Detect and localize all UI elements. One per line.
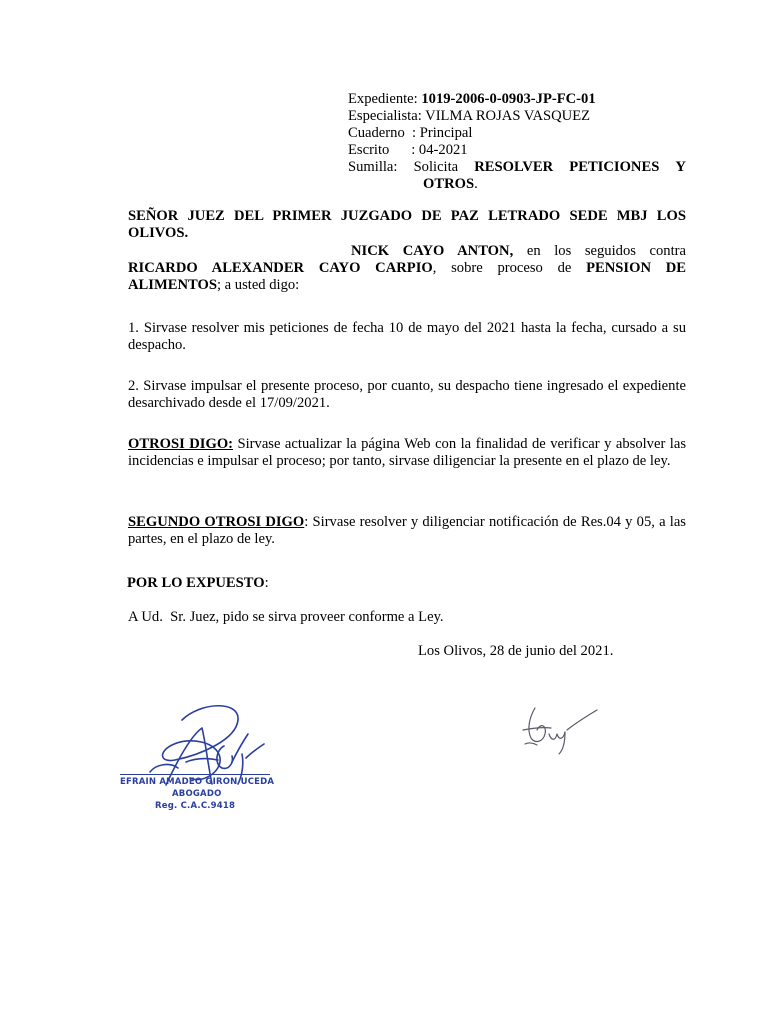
expediente-row [348,91,688,108]
sumilla-continuation [348,176,688,193]
lawyer-name: EFRAIN AMADEO GIRON UCEDA [120,777,275,787]
petitioner-name: NICK CAYO ANTON, [351,243,514,259]
addressee-text-1: SEÑOR JUEZ DEL PRIMER JUZGADO DE PAZ LETRADO SEDE MBJ LOS [128,208,686,224]
case-header [348,91,688,193]
escrito-row [348,142,688,159]
segundo-otrosi-text: : Sirvase resolver y diligenciar notificación de Res.04 y 05, a las partes, en el plazo de ley. [128,514,686,547]
sumilla-word-3: PETICIONES [569,159,660,175]
lawyer-signature-block [120,700,290,820]
por-lo-expuesto [127,575,685,592]
sumilla-word-2: RESOLVER [474,159,554,175]
cuaderno-row [348,125,688,142]
addressee-line-1 [128,208,686,225]
defendant-name: RICARDO ALEXANDER CAYO CARPIO [128,260,433,276]
cuaderno-label: Cuaderno [348,125,405,141]
especialista-row [348,108,688,125]
signature-line [120,774,270,775]
escrito-label: Escrito [348,142,390,158]
client-signature-image [515,700,605,755]
lawyer-title: ABOGADO [172,789,222,799]
por-lo-expuesto-label: POR LO EXPUESTO [127,575,265,591]
place-date: Los Olivos, 28 de junio del 2021. [418,643,614,659]
expediente-number: 1019-2006-0-0903-JP-FC-01 [421,91,596,107]
sumilla-period: . [474,176,478,192]
point-1: 1. Sirvase resolver mis peticiones de fecha 10 de mayo del 2021 hasta la fecha, cursado a su despacho. [128,320,686,353]
sumilla-word-4: Y [675,159,686,175]
sumilla-word-1: Solicita [413,159,459,175]
intro-paragraph [128,243,686,294]
especialista-label: Especialista: [348,108,422,124]
addressee [128,208,686,242]
segundo-otrosi-paragraph [128,514,686,548]
otrosi-paragraph [128,436,686,470]
sumilla-row [348,159,686,176]
addressee-line-2 [128,225,686,242]
especialista-name: VILMA ROJAS VASQUEZ [425,108,591,124]
lawyer-registration: Reg. C.A.C.9418 [155,801,236,811]
addressee-text-2: OLIVOS. [128,225,189,241]
expediente-label: Expediente: [348,91,418,107]
intro-text-2: , sobre proceso de [432,260,572,276]
process-type: PENSION DE ALIMENTOS [128,260,686,293]
sumilla-label: Sumilla: [348,159,398,175]
segundo-otrosi-label: SEGUNDO OTROSI DIGO [128,514,305,530]
por-lo-expuesto-colon: : [264,575,269,591]
point-2: 2. Sirvase impulsar el presente proceso, por cuanto, su despacho tiene ingresado el expediente desarchivado desde el 17/09/2021. [128,378,686,411]
otrosi-text: Sirvase actualizar la página Web con la finalidad de verificar y absolver las incidencias e impulsar el proceso; por tanto, sirvase diligenciar la presente en el plazo de ley. [128,436,686,469]
intro-text-3: ; a usted digo: [216,277,300,293]
escrito-value: : 04-2021 [411,142,468,158]
closing-request: A Ud. Sr. Juez, pido se sirva proveer conforme a Ley. [128,609,444,625]
cuaderno-value: : Principal [412,125,473,141]
sumilla-otros: OTROS [423,176,475,192]
intro-text-1: en los seguidos contra [526,243,686,259]
otrosi-label: OTROSI DIGO: [128,436,234,452]
